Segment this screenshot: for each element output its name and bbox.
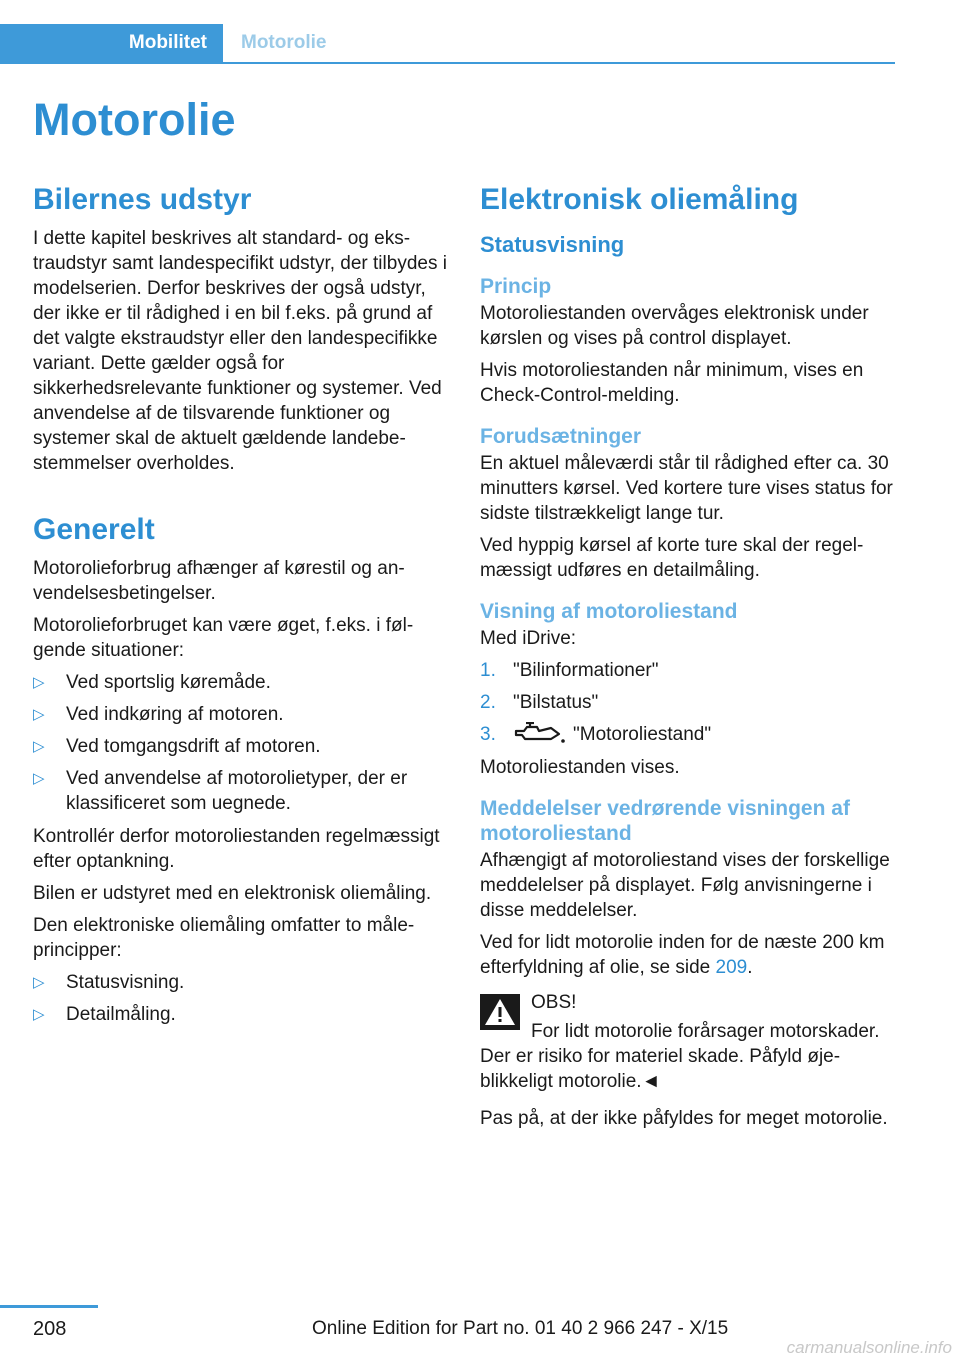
- page-number: 208: [33, 1318, 67, 1340]
- footer-rule: [0, 1305, 98, 1308]
- paragraph-principle-2: Hvis motoroliestanden når minimum, vises en Check-Control-melding.: [480, 360, 864, 406]
- list-item: ▷ Ved anvendelse af motorolietyper, der er klassificeret som uegnede.: [33, 768, 408, 814]
- paragraph-shown: Motoroliestanden vises.: [480, 757, 680, 778]
- tab-motorolie[interactable]: Motorolie: [241, 32, 327, 53]
- left-column: [33, 182, 447, 1035]
- header-tabbar: [0, 24, 895, 64]
- situations-list: [33, 670, 447, 816]
- heading-general: Generelt: [33, 513, 155, 546]
- paragraph-check: Kontrollér derfor motoroliestanden regelmæssigt efter optankning.: [33, 826, 440, 872]
- heading-prerequisites: Forudsætninger: [480, 425, 641, 448]
- triangle-right-icon: ▷: [33, 1006, 45, 1023]
- step-item: 2. "Bilstatus": [480, 692, 599, 713]
- oil-can-icon: [513, 722, 565, 744]
- paragraph-prerequisites-1: En aktuel måleværdi står til rådighed efter ca. 30 minutters kørsel. Ved kortere ture vises status for sidste tilstrækkeligt lange tur.: [480, 453, 893, 524]
- tab-mobilitet[interactable]: Mobilitet: [0, 24, 223, 62]
- warning-box: [480, 990, 894, 1094]
- warning-triangle-icon: [480, 994, 520, 1030]
- heading-messages: Meddelelser vedrørende visningen af motoroliestand: [480, 797, 850, 845]
- triangle-right-icon: ▷: [33, 706, 45, 723]
- triangle-right-icon: ▷: [33, 770, 45, 787]
- heading-electronic-measurement: Elektronisk oliemåling: [480, 183, 799, 216]
- paragraph-messages: Afhængigt af motoroliestand vises der forskellige meddelelser på displayet. Følg anvisningerne i disse meddelelser.: [480, 850, 890, 921]
- step-item: 1. "Bilinformationer": [480, 660, 659, 681]
- triangle-right-icon: ▷: [33, 974, 45, 991]
- page-title: Motorolie: [33, 94, 236, 145]
- principles-list: [33, 970, 447, 1027]
- triangle-right-icon: ▷: [33, 674, 45, 691]
- warning-title: OBS!: [531, 992, 577, 1013]
- warning-body: For lidt motorolie forårsager motorskader. Der er risiko for materiel skade. Påfyld øjeblikkeligt motorolie.◄: [480, 1021, 880, 1092]
- list-item: ▷ Statusvisning.: [33, 972, 185, 993]
- paragraph-prerequisites-2: Ved hyppig kørsel af korte ture skal der regelmæssigt udføres en detailmåling.: [480, 535, 864, 581]
- step-item: 3. "Motoroliestand": [480, 724, 712, 745]
- paragraph-principle-1: Motoroliestanden overvåges elektronisk under kørslen og vises på control displayet.: [480, 303, 869, 349]
- paragraph-electronic: Bilen er udstyret med en elektronisk oliemåling.: [33, 883, 432, 904]
- paragraph-low-oil: Ved for lidt motorolie inden for de næste 200 km efterfyldning af olie, se side 209.: [480, 932, 885, 978]
- list-item: ▷ Detailmåling.: [33, 1004, 176, 1025]
- triangle-right-icon: ▷: [33, 738, 45, 755]
- watermark: carmanualsonline.info: [786, 1338, 952, 1357]
- list-item: ▷ Ved sportslig køremåde.: [33, 672, 271, 693]
- list-item: ▷ Ved indkøring af motoren.: [33, 704, 284, 725]
- page-link-209[interactable]: 209: [715, 957, 748, 978]
- heading-status-display: Statusvisning: [480, 232, 625, 257]
- heading-oil-level-display: Visning af motoroliestand: [480, 600, 738, 623]
- paragraph-idrive: Med iDrive:: [480, 628, 577, 649]
- list-item: ▷ Ved tomgangsdrift af motoren.: [33, 736, 321, 757]
- right-column: [480, 182, 894, 1138]
- paragraph-overfill: Pas på, at der ikke påfyldes for meget motorolie.: [480, 1108, 888, 1129]
- paragraph-consumption: Motorolieforbrug afhænger af kørestil og anvendelsesbetingelser.: [33, 558, 405, 604]
- paragraph-equipment: I dette kapitel beskrives alt standard- og ekstraudstyr samt landespecifikt udstyr, der tilbydes i modelserien. Derfor beskrives der også udstyr, der ikke er til rådighed i en bil f.eks. på grund af det valgte ekstraudstyr eller den landespecifikke variant. Dette gælder også for sikkerhedsrelevante funktioner og systemer. Ved anvendelse af de tilsvarende funktioner og systemer skal de aktuelt gældende landebestemmelser overholdes.: [33, 228, 447, 474]
- idrive-steps: [480, 658, 894, 747]
- paragraph-increased: Motorolieforbruget kan være øget, f.eks. i følgende situationer:: [33, 615, 414, 661]
- edition-note: Online Edition for Part no. 01 40 2 966 247 - X/15: [312, 1318, 729, 1339]
- paragraph-principles: Den elektroniske oliemåling omfatter to måleprincipper:: [33, 915, 415, 961]
- heading-principle: Princip: [480, 275, 552, 298]
- heading-equipment: Bilernes udstyr: [33, 183, 252, 216]
